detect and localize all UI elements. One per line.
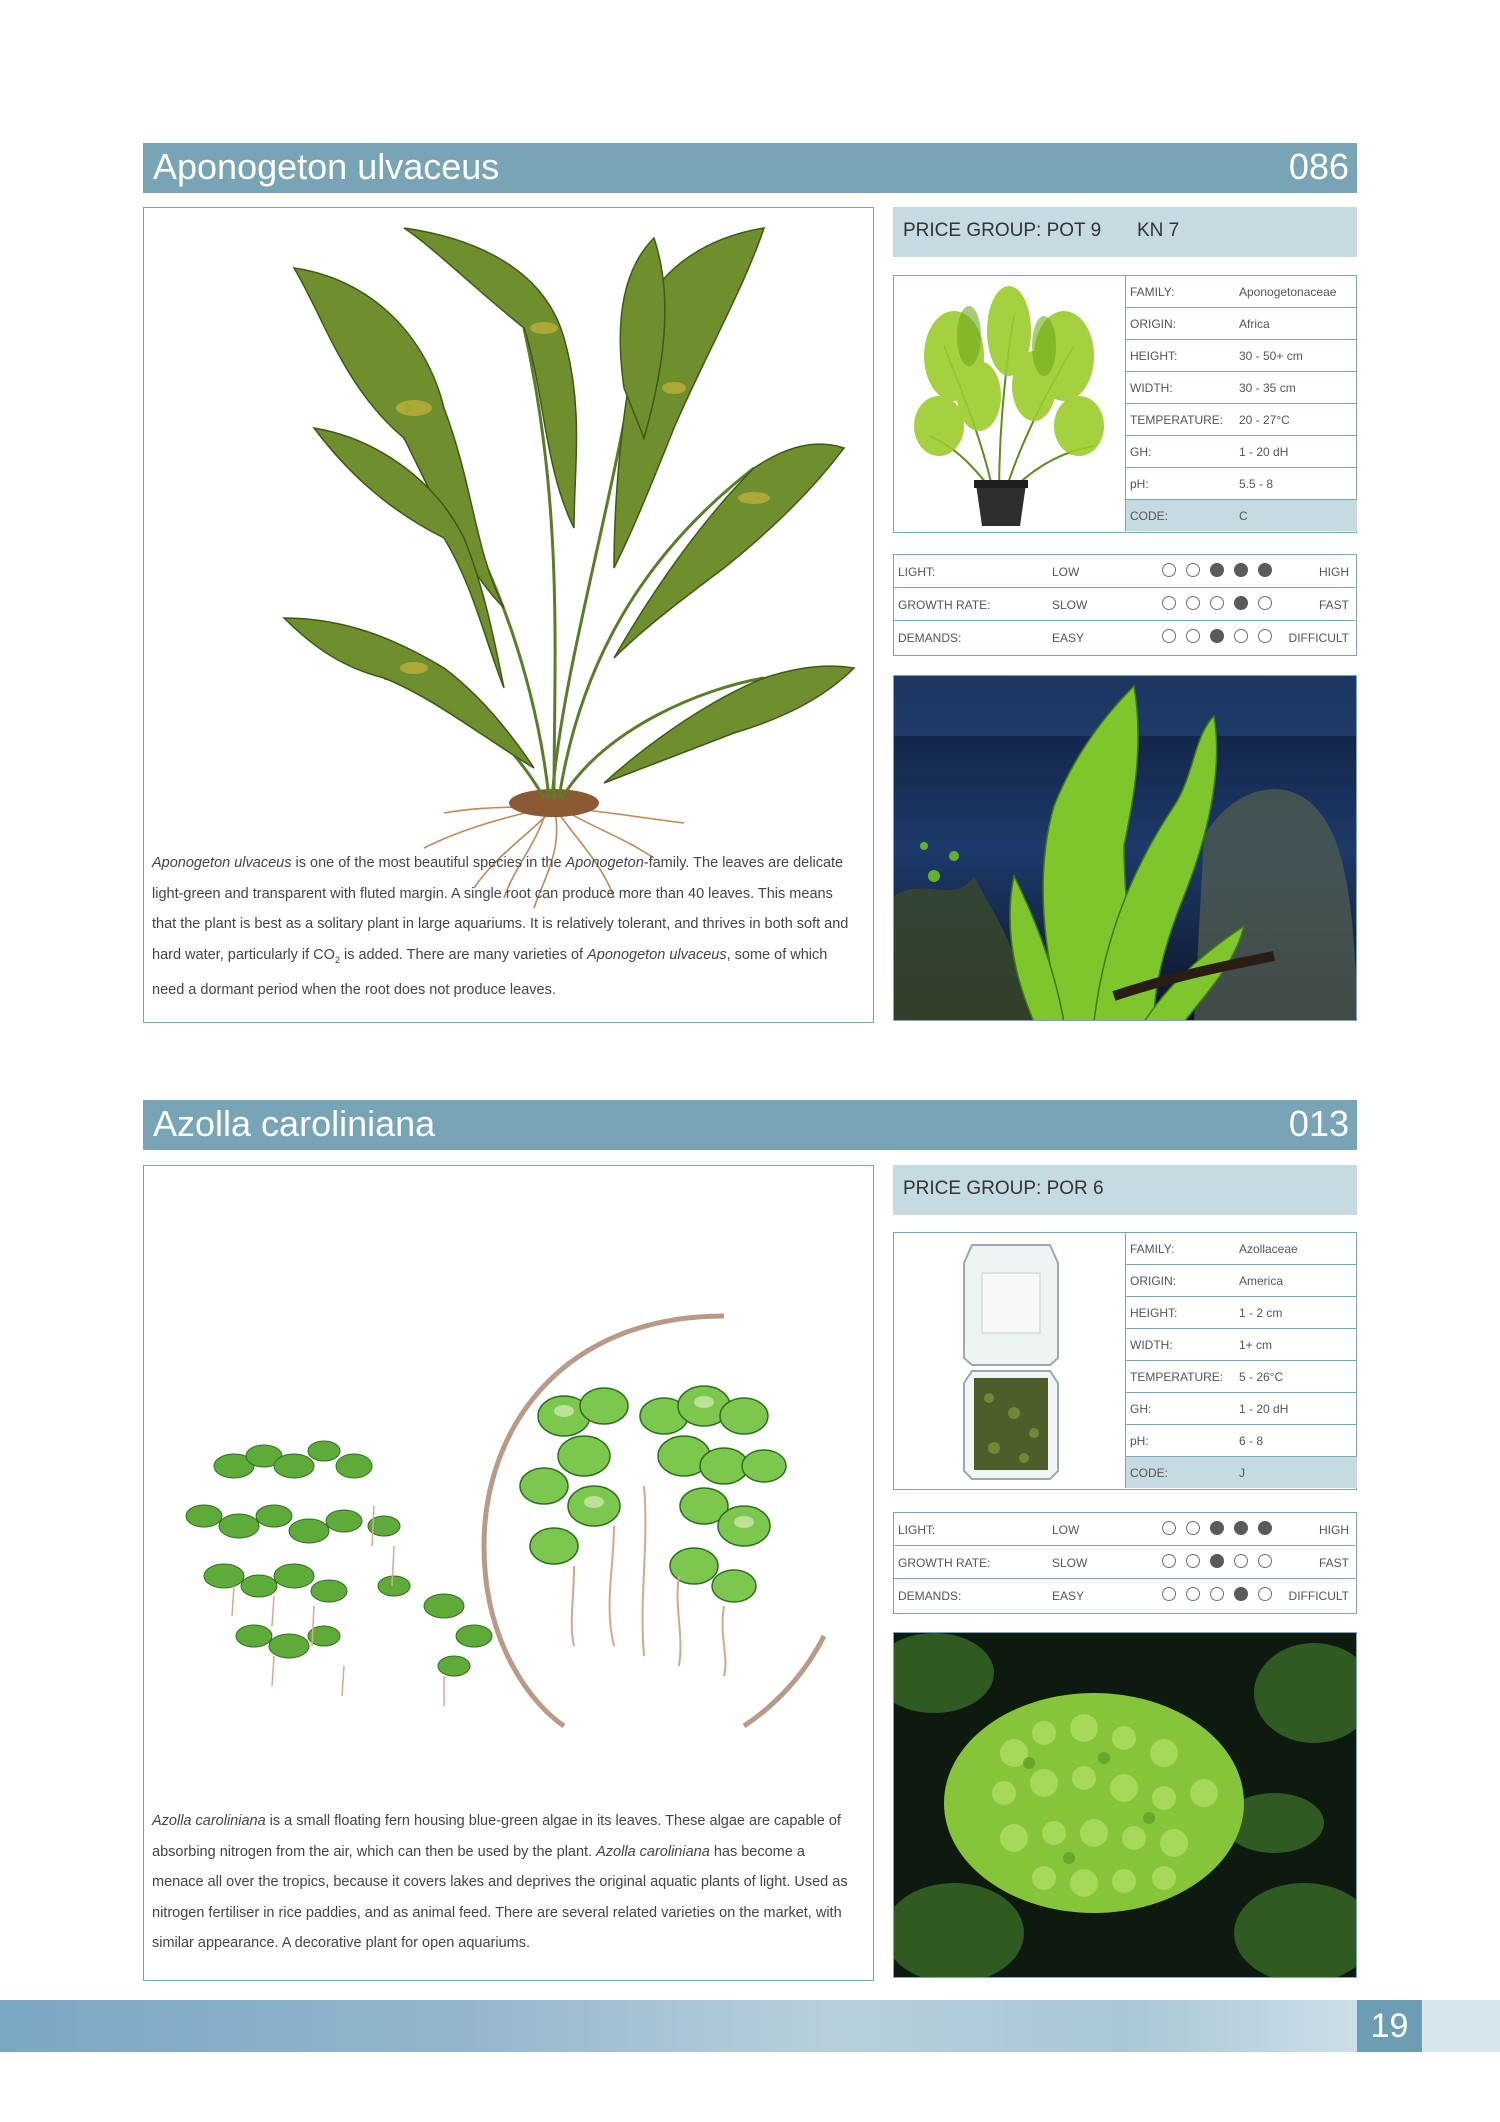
info-row-ph bbox=[1126, 1425, 1357, 1457]
info-key: GH: bbox=[1130, 445, 1152, 459]
rating-dots bbox=[1162, 563, 1282, 580]
info-value: 6 - 8 bbox=[1239, 1434, 1264, 1448]
rating-growth-rate bbox=[894, 1546, 1355, 1579]
empty-dot-icon bbox=[1186, 1521, 1200, 1535]
price-group-bar bbox=[893, 1165, 1357, 1215]
rating-demands bbox=[894, 1579, 1355, 1612]
price-group: PRICE GROUP: POR 6 bbox=[903, 1178, 1104, 1199]
plant-number: 013 bbox=[1288, 1103, 1349, 1144]
aquarium-scene bbox=[894, 676, 1357, 1021]
empty-dot-icon bbox=[1258, 1587, 1272, 1601]
filled-dot-icon bbox=[1210, 629, 1224, 643]
filled-dot-icon bbox=[1258, 1521, 1272, 1535]
rating-label: GROWTH RATE: bbox=[898, 1556, 991, 1570]
rating-growth-rate bbox=[894, 588, 1355, 621]
entry-title-bar bbox=[143, 143, 1357, 193]
info-value: America bbox=[1239, 1274, 1284, 1288]
rating-low: EASY bbox=[1052, 631, 1085, 645]
info-value: 1 - 20 dH bbox=[1239, 1402, 1289, 1416]
info-key: CODE: bbox=[1130, 509, 1169, 523]
description-text: is one of the most beautiful species in the bbox=[291, 855, 566, 871]
info-row-family bbox=[1126, 1233, 1357, 1265]
info-row-temperature bbox=[1126, 404, 1357, 436]
rating-low: LOW bbox=[1052, 565, 1080, 579]
rating-high: DIFFICULT bbox=[1288, 631, 1349, 645]
plant-name: Azolla caroliniana bbox=[153, 1103, 436, 1144]
rating-high: FAST bbox=[1318, 1556, 1349, 1570]
floating-fern-scene bbox=[894, 1633, 1357, 1978]
info-key: FAMILY: bbox=[1130, 1242, 1175, 1256]
empty-dot-icon bbox=[1258, 629, 1272, 643]
empty-dot-icon bbox=[1186, 629, 1200, 643]
description-text: , some of which need a dormant period when the root does not produce leaves. bbox=[152, 946, 828, 998]
rating-label: GROWTH RATE: bbox=[898, 598, 991, 612]
price-group-bar bbox=[893, 207, 1357, 257]
info-value: J bbox=[1239, 1466, 1245, 1480]
plant-illustration-panel bbox=[143, 1165, 874, 1981]
empty-dot-icon bbox=[1186, 1554, 1200, 1568]
rating-demands bbox=[894, 621, 1355, 654]
filled-dot-icon bbox=[1258, 563, 1272, 577]
empty-dot-icon bbox=[1162, 1587, 1176, 1601]
price-extra: KN 7 bbox=[1137, 220, 1180, 241]
filled-dot-icon bbox=[1210, 1521, 1224, 1535]
info-row-width bbox=[1126, 1329, 1357, 1361]
info-value: Aponogetonaceae bbox=[1239, 285, 1337, 299]
info-value: 20 - 27°C bbox=[1239, 413, 1290, 427]
info-row-code bbox=[1126, 1457, 1357, 1488]
potted-plant-photo bbox=[894, 276, 1125, 531]
footer-band bbox=[0, 2000, 1500, 2052]
rating-high: HIGH bbox=[1319, 565, 1349, 579]
rating-high: FAST bbox=[1318, 598, 1349, 612]
empty-dot-icon bbox=[1186, 596, 1200, 610]
portion-cup-photo bbox=[894, 1233, 1125, 1488]
info-key: HEIGHT: bbox=[1130, 349, 1178, 363]
info-value: 30 - 35 cm bbox=[1239, 381, 1296, 395]
description-text: is added. There are many varieties of bbox=[339, 946, 588, 963]
species-name: Azolla caroliniana bbox=[596, 1843, 710, 1860]
info-row-code bbox=[1126, 500, 1357, 531]
info-value: 1 - 20 dH bbox=[1239, 445, 1289, 459]
plant-description bbox=[152, 1806, 852, 1959]
rating-label: LIGHT: bbox=[898, 1523, 936, 1537]
rating-label: DEMANDS: bbox=[898, 1589, 962, 1603]
subscript: 2 bbox=[334, 954, 340, 965]
info-value: 5 - 26°C bbox=[1239, 1370, 1284, 1384]
info-key: TEMPERATURE: bbox=[1130, 413, 1224, 427]
genus-name: Aponogeton bbox=[565, 855, 644, 871]
info-value: C bbox=[1239, 509, 1248, 523]
description-text: -family. The leaves are delicate light-green and transparent with fluted margin. A single root can produce more than 40 leaves. This means that the plant is best as a solitary plant in large aquariums. It is relatively tolerant, and thrives in both soft and hard water, particularly if CO bbox=[152, 855, 849, 963]
description-text: has become a menace all over the tropics, because it covers lakes and deprives the original aquatic plants of light. Used as nitrogen fertiliser in rice paddies, and as animal feed. There are several related varieties on the market, with similar appearance. A decorative plant for open aquariums. bbox=[152, 1843, 848, 1951]
info-row-gh bbox=[1126, 436, 1357, 468]
plant-info-table bbox=[1125, 1233, 1357, 1488]
empty-dot-icon bbox=[1162, 596, 1176, 610]
empty-dot-icon bbox=[1162, 1554, 1176, 1568]
empty-dot-icon bbox=[1234, 1554, 1248, 1568]
info-value: Africa bbox=[1239, 317, 1270, 331]
care-ratings bbox=[893, 554, 1357, 656]
info-row-origin bbox=[1126, 308, 1357, 340]
plant-description bbox=[152, 848, 852, 1005]
info-value: 30 - 50+ cm bbox=[1239, 349, 1303, 363]
filled-dot-icon bbox=[1234, 563, 1248, 577]
filled-dot-icon bbox=[1210, 1554, 1224, 1568]
rating-dots bbox=[1162, 629, 1282, 646]
info-key: ORIGIN: bbox=[1130, 317, 1177, 331]
info-value: 1+ cm bbox=[1239, 1338, 1273, 1352]
info-key: pH: bbox=[1130, 477, 1149, 491]
empty-dot-icon bbox=[1186, 563, 1200, 577]
rating-label: LIGHT: bbox=[898, 565, 936, 579]
species-name: Aponogeton ulvaceus bbox=[152, 855, 292, 871]
rating-dots bbox=[1162, 1521, 1282, 1538]
info-row-ph bbox=[1126, 468, 1357, 500]
filled-dot-icon bbox=[1234, 1587, 1248, 1601]
info-value: Azollaceae bbox=[1239, 1242, 1298, 1256]
care-ratings bbox=[893, 1512, 1357, 1614]
page-number: 19 bbox=[1357, 2000, 1422, 2052]
rating-high: DIFFICULT bbox=[1288, 1589, 1349, 1603]
empty-dot-icon bbox=[1162, 563, 1176, 577]
species-name: Azolla caroliniana bbox=[152, 1813, 266, 1829]
rating-label: DEMANDS: bbox=[898, 631, 962, 645]
rating-low: SLOW bbox=[1052, 1556, 1088, 1570]
plant-number: 086 bbox=[1288, 146, 1349, 187]
info-key: HEIGHT: bbox=[1130, 1306, 1178, 1320]
info-key: WIDTH: bbox=[1130, 1338, 1173, 1352]
filled-dot-icon bbox=[1234, 1521, 1248, 1535]
filled-dot-icon bbox=[1234, 596, 1248, 610]
empty-dot-icon bbox=[1162, 629, 1176, 643]
info-key: CODE: bbox=[1130, 1466, 1169, 1480]
info-value: 1 - 2 cm bbox=[1239, 1306, 1283, 1320]
description-text: is a small floating fern housing blue-green algae in its leaves. These algae are capable of absorbing nitrogen from the air, which can then be used by the plant. bbox=[152, 1813, 841, 1860]
rating-dots bbox=[1162, 596, 1282, 613]
rating-light bbox=[894, 555, 1355, 588]
info-row-origin bbox=[1126, 1265, 1357, 1297]
aquarium-photo bbox=[893, 675, 1357, 1021]
rating-high: HIGH bbox=[1319, 1523, 1349, 1537]
rating-dots bbox=[1162, 1587, 1282, 1604]
empty-dot-icon bbox=[1186, 1587, 1200, 1601]
empty-dot-icon bbox=[1258, 596, 1272, 610]
info-row-width bbox=[1126, 372, 1357, 404]
plant-illustration-panel bbox=[143, 207, 874, 1023]
info-key: ORIGIN: bbox=[1130, 1274, 1177, 1288]
empty-dot-icon bbox=[1234, 629, 1248, 643]
empty-dot-icon bbox=[1162, 1521, 1176, 1535]
info-key: WIDTH: bbox=[1130, 381, 1173, 395]
price-group: PRICE GROUP: POT 9 bbox=[903, 220, 1102, 241]
plant-info-box bbox=[893, 275, 1357, 533]
plant-info-box bbox=[893, 1232, 1357, 1490]
aquarium-photo bbox=[893, 1632, 1357, 1978]
empty-dot-icon bbox=[1210, 1587, 1224, 1601]
empty-dot-icon bbox=[1210, 596, 1224, 610]
plant-name: Aponogeton ulvaceus bbox=[153, 146, 500, 187]
info-row-height bbox=[1126, 1297, 1357, 1329]
rating-low: EASY bbox=[1052, 1589, 1085, 1603]
info-value: 5.5 - 8 bbox=[1239, 477, 1274, 491]
info-row-height bbox=[1126, 340, 1357, 372]
rating-light bbox=[894, 1513, 1355, 1546]
plant-info-table bbox=[1125, 276, 1357, 531]
info-row-temperature bbox=[1126, 1361, 1357, 1393]
info-key: FAMILY: bbox=[1130, 285, 1175, 299]
rating-low: LOW bbox=[1052, 1523, 1080, 1537]
info-row-family bbox=[1126, 276, 1357, 308]
info-key: TEMPERATURE: bbox=[1130, 1370, 1224, 1384]
rating-low: SLOW bbox=[1052, 598, 1088, 612]
empty-dot-icon bbox=[1258, 1554, 1272, 1568]
entry-title-bar bbox=[143, 1100, 1357, 1150]
info-key: pH: bbox=[1130, 1434, 1149, 1448]
info-key: GH: bbox=[1130, 1402, 1152, 1416]
filled-dot-icon bbox=[1210, 563, 1224, 577]
info-row-gh bbox=[1126, 1393, 1357, 1425]
species-name: Aponogeton ulvaceus bbox=[587, 946, 727, 963]
rating-dots bbox=[1162, 1554, 1282, 1571]
